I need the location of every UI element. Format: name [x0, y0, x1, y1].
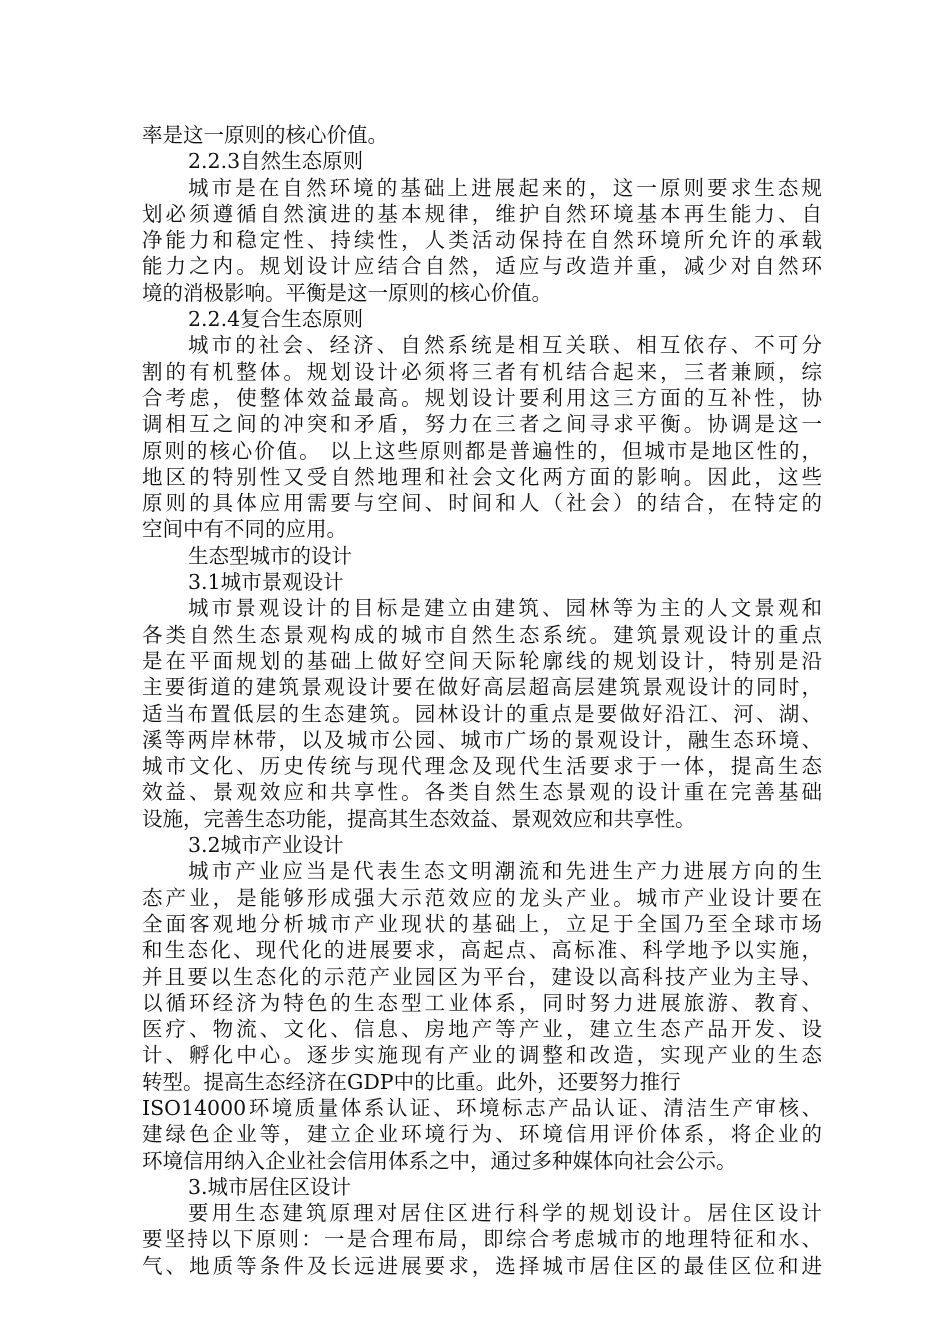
paragraph-line: 适当布置低层的生态建筑。园林设计的重点是要做好沿江、河、湖、 [142, 701, 822, 726]
section-heading: 3.2城市产业设计 [188, 833, 344, 858]
paragraph-line: 环境信用纳入企业社会信用体系之中，通过多种媒体向社会公示。 [142, 1148, 737, 1173]
paragraph-line: 城市景观设计的目标是建立由建筑、园林等为主的人文景观和 [188, 596, 822, 621]
paragraph-line: 要用生态建筑原理对居住区进行科学的规划设计。居住区设计 [188, 1201, 822, 1226]
paragraph-line: 气、地质等条件及长远进展要求，选择城市居住区的最佳区位和进 [142, 1253, 822, 1278]
paragraph-line: 城市的社会、经济、自然系统是相互关联、相互依存、不可分 [188, 333, 822, 358]
paragraph-line: 以循环经济为特色的生态型工业体系，同时努力进展旅游、教育、 [142, 990, 822, 1015]
paragraph-line: 和生态化、现代化的进展要求，高起点、高标准、科学地予以实施， [142, 938, 822, 963]
paragraph-line: 城市文化、历史传统与现代理念及现代生活要求于一体，提高生态 [142, 754, 822, 779]
paragraph-line: 空间中有不同的应用。 [142, 517, 347, 542]
paragraph-line: 是在平面规划的基础上做好空间天际轮廓线的规划设计，特别是沿 [142, 648, 822, 673]
paragraph-line: 城市产业应当是代表生态文明潮流和先进生产力进展方向的生 [188, 859, 822, 884]
paragraph-line: 要坚持以下原则：一是合理布局，即综合考虑城市的地理特征和水、 [142, 1227, 822, 1252]
section-heading: 2.2.3自然生态原则 [188, 149, 364, 174]
paragraph-line: 能力之内。规划设计应结合自然，适应与改造并重，减少对自然环 [142, 254, 822, 279]
paragraph-line: 割的有机整体。规划设计必须将三者有机结合起来，三者兼顾，综 [142, 359, 822, 384]
paragraph-line: 转型。提高生态经济在GDP中的比重。此外，还要努力推行 [142, 1069, 681, 1094]
paragraph-line: 效益、景观效应和共享性。各类自然生态景观的设计重在完善基础 [142, 780, 822, 805]
paragraph-line: ISO14000环境质量体系认证、环境标志产品认证、清洁生产审核、 [142, 1095, 822, 1120]
paragraph-line: 医疗、物流、文化、信息、房地产等产业，建立生态产品开发、设 [142, 1017, 822, 1042]
paragraph-line: 境的消极影响。平衡是这一原则的核心价值。 [142, 280, 552, 305]
document-body [142, 122, 822, 1279]
paragraph-line: 划必须遵循自然演进的基本规律，维护自然环境基本再生能力、自 [142, 201, 822, 226]
paragraph-line: 主要街道的建筑景观设计要在做好高层超高层建筑景观设计的同时， [142, 675, 822, 700]
section-heading: 2.2.4复合生态原则 [188, 307, 364, 332]
paragraph-line: 各类自然生态景观构成的城市自然生态系统。建筑景观设计的重点 [142, 622, 822, 647]
paragraph-line: 计、孵化中心。逐步实施现有产业的调整和改造，实现产业的生态 [142, 1043, 822, 1068]
paragraph-line: 态产业，是能够形成强大示范效应的龙头产业。城市产业设计要在 [142, 885, 822, 910]
paragraph-line: 城市是在自然环境的基础上进展起来的，这一原则要求生态规 [188, 175, 822, 200]
paragraph-line: 设施，完善生态功能，提高其生态效益、景观效应和共享性。 [142, 806, 696, 831]
paragraph-line: 率是这一原则的核心价值。 [142, 123, 388, 147]
paragraph-line: 溪等两岸林带，以及城市公园、城市广场的景观设计，融生态环境、 [142, 727, 822, 752]
paragraph-line: 全面客观地分析城市产业现状的基础上，立足于全国乃至全球市场 [142, 911, 822, 936]
paragraph-line: 原则的核心价值。 以上这些原则都是普遍性的，但城市是地区性的， [142, 438, 822, 463]
section-heading: 3.城市居住区设计 [188, 1174, 352, 1199]
section-heading: 3.1城市景观设计 [188, 570, 344, 595]
paragraph-line: 地区的特别性又受自然地理和社会文化两方面的影响。因此，这些 [142, 464, 822, 489]
paragraph-line: 建绿色企业等，建立企业环境行为、环境信用评价体系，将企业的 [142, 1122, 822, 1147]
paragraph-line: 并且要以生态化的示范产业园区为平台，建设以高科技产业为主导、 [142, 964, 822, 989]
paragraph-line: 调相互之间的冲突和矛盾，努力在三者之间寻求平衡。协调是这一 [142, 412, 822, 437]
paragraph-line: 原则的具体应用需要与空间、时间和人（社会）的结合，在特定的 [142, 491, 822, 516]
paragraph-line: 合考虑，使整体效益最高。规划设计要利用这三方面的互补性，协 [142, 385, 822, 410]
paragraph-line: 净能力和稳定性、持续性，人类活动保持在自然环境所允许的承载 [142, 228, 822, 253]
section-heading: 生态型城市的设计 [188, 543, 352, 568]
